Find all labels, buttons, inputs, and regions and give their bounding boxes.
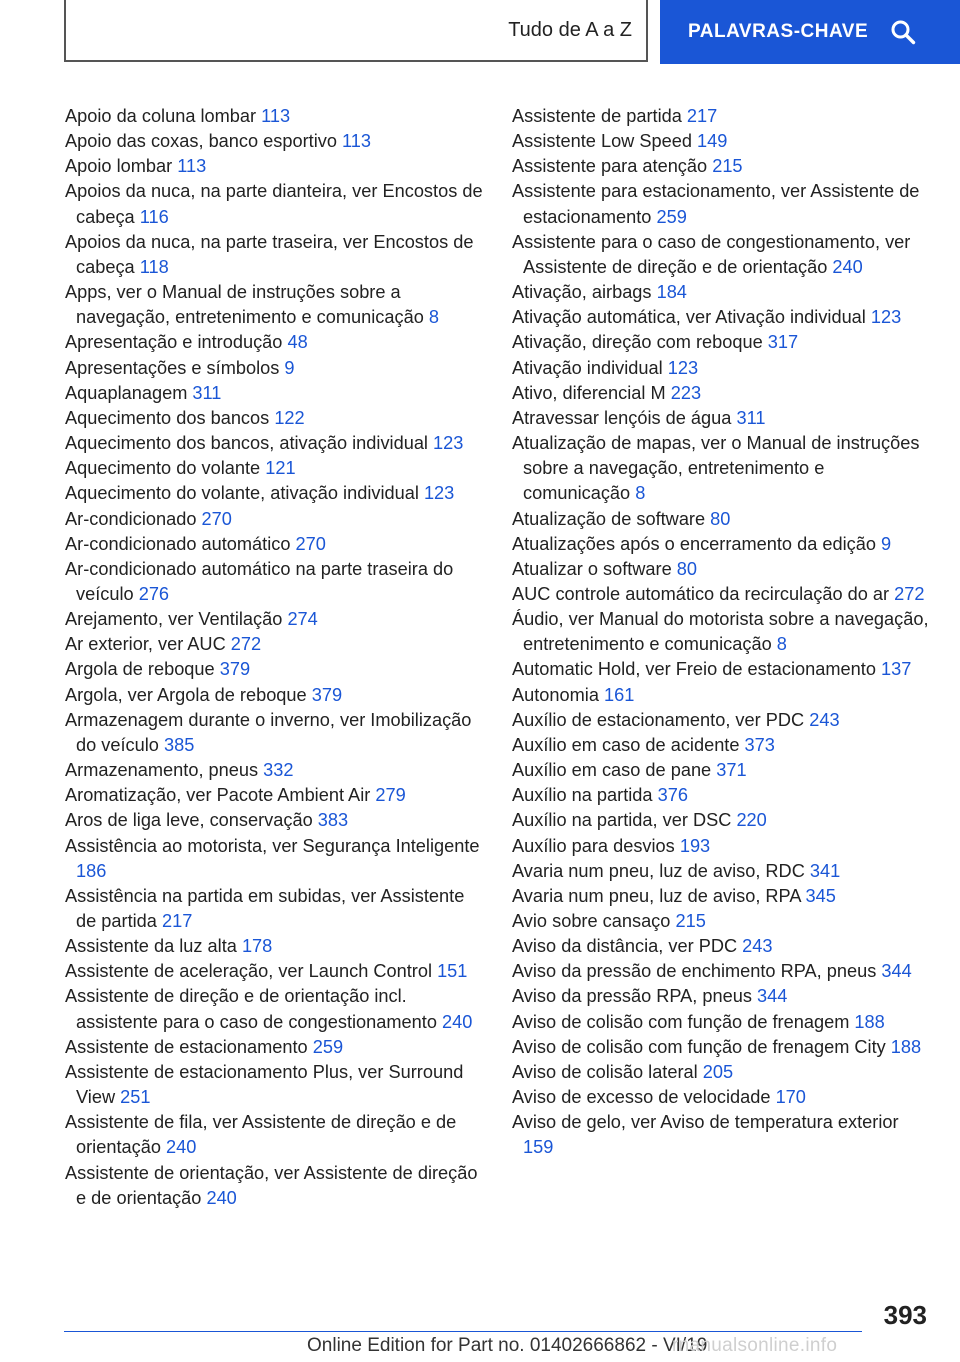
entry-text: Ar-condicionado <box>65 508 197 529</box>
page-link[interactable]: 123 <box>870 307 902 328</box>
index-entry <box>512 230 932 280</box>
page-link[interactable]: 8 <box>776 634 787 655</box>
index-entry <box>512 909 932 934</box>
index-entry <box>65 1161 485 1211</box>
entry-text: Atualizações após o encerramento da edição <box>512 533 876 554</box>
index-entry <box>65 104 485 129</box>
page-link[interactable]: 272 <box>230 634 262 655</box>
entry-text: Arejamento, ver Ventilação <box>65 609 283 630</box>
page-link[interactable]: 220 <box>736 810 767 831</box>
page-link[interactable]: 376 <box>657 785 688 806</box>
entry-text: Ar exterior, ver AUC <box>65 634 226 655</box>
index-entry <box>65 683 485 708</box>
index-entry <box>512 582 932 607</box>
entry-text: Ativação, airbags <box>512 282 652 303</box>
page-link[interactable]: 193 <box>679 835 711 856</box>
index-entry <box>512 984 932 1009</box>
index-entry <box>65 406 485 431</box>
page-link[interactable]: 118 <box>139 256 169 277</box>
index-entry <box>65 154 485 179</box>
entry-text: Assistente de orientação, ver Assistente de direção e de orientação <box>65 1162 478 1208</box>
page-link[interactable]: 276 <box>138 583 170 604</box>
index-entry <box>65 632 485 657</box>
page-link[interactable]: 270 <box>295 533 326 554</box>
page-link[interactable]: 240 <box>206 1187 237 1208</box>
page-number: 393 <box>883 1300 927 1330</box>
index-entry <box>65 1060 485 1110</box>
page-link[interactable]: 149 <box>697 131 728 152</box>
index-entry <box>512 783 932 808</box>
index-entry <box>512 657 932 682</box>
index-entry <box>65 834 485 884</box>
page-link[interactable]: 345 <box>805 885 836 906</box>
entry-text: Assistente para o caso de congestionamento, ver Assistente de direção e de orientação <box>512 231 911 277</box>
entry-text: Aquecimento dos bancos <box>65 407 270 428</box>
index-entry <box>65 607 485 632</box>
search-icon <box>890 19 916 45</box>
entry-text: Aviso da distância, ver PDC <box>512 936 738 957</box>
entry-text: Auxílio em caso de acidente <box>512 734 740 755</box>
entry-text: Assistente de partida <box>512 106 682 126</box>
page-link[interactable]: 113 <box>177 156 207 177</box>
entry-text: Assistente de estacionamento Plus, ver Surround View <box>65 1061 464 1108</box>
page-link[interactable]: 159 <box>523 1137 554 1158</box>
index-entry <box>512 305 932 330</box>
index-column-right <box>512 104 932 1161</box>
page-link[interactable]: 240 <box>832 256 863 277</box>
index-entry <box>65 657 485 682</box>
entry-text: Apoio lombar <box>65 156 173 177</box>
index-entry <box>512 280 932 305</box>
entry-text: Aromatização, ver Pacote Ambient Air <box>65 785 371 806</box>
page-link[interactable]: 188 <box>854 1011 885 1032</box>
page-link[interactable]: 48 <box>287 332 308 353</box>
entry-text: Atualização de mapas, ver o Manual de instruções sobre a navegação, entretenimento e comunicação <box>512 433 920 504</box>
entry-text: Ar-condicionado automático na parte traseira do veículo <box>65 558 454 604</box>
entry-text: Armazenamento, pneus <box>65 760 259 781</box>
index-entry <box>65 330 485 355</box>
entry-text: Automatic Hold, ver Freio de estacionamento <box>512 659 876 680</box>
entry-text: Ativo, diferencial M <box>512 382 666 403</box>
page-link[interactable]: 240 <box>442 1011 473 1032</box>
index-entry <box>65 481 485 506</box>
page-link[interactable]: 215 <box>712 156 743 177</box>
page-link[interactable]: 161 <box>604 684 635 705</box>
page-link[interactable]: 270 <box>201 508 232 529</box>
entry-text: Avaria num pneu, luz de aviso, RPA <box>512 885 801 906</box>
page-link[interactable]: 240 <box>166 1137 197 1158</box>
entry-text: Auxílio para desvios <box>512 835 675 856</box>
index-entry <box>65 230 485 280</box>
index-entry <box>512 959 932 984</box>
page-link[interactable]: 317 <box>767 332 799 353</box>
page-link[interactable]: 80 <box>710 508 731 529</box>
entry-text: Ativação, direção com reboque <box>512 332 763 353</box>
index-entry <box>65 356 485 381</box>
page-link[interactable]: 379 <box>311 684 343 705</box>
page-link[interactable]: 8 <box>635 483 646 504</box>
entry-text: Aviso de colisão com função de frenagem <box>512 1011 850 1032</box>
index-entry <box>512 1110 932 1160</box>
entry-text: Ativação automática, ver Ativação individual <box>512 307 866 328</box>
entry-text: Assistente para atenção <box>512 156 708 177</box>
index-entry <box>512 884 932 909</box>
page-link[interactable]: 116 <box>139 206 169 227</box>
index-entry <box>512 129 932 154</box>
page-link[interactable]: 80 <box>676 558 698 579</box>
entry-text: Autonomia <box>512 684 599 705</box>
page-link[interactable]: 8 <box>428 307 439 328</box>
index-entry <box>65 1110 485 1160</box>
page-link[interactable]: 379 <box>219 659 251 680</box>
entry-text: Aviso de gelo, ver Aviso de temperatura exterior <box>512 1112 899 1133</box>
index-entry <box>512 330 932 355</box>
index-entry <box>512 834 932 859</box>
tab-keywords-label: PALAVRAS-CHAVE <box>688 21 869 42</box>
index-entry <box>512 934 932 959</box>
entry-text: Aviso de colisão lateral <box>512 1061 698 1082</box>
index-entry <box>512 104 932 129</box>
page-link[interactable]: 243 <box>742 936 773 957</box>
index-entry <box>65 934 485 959</box>
page-link[interactable]: 178 <box>241 936 273 957</box>
entry-text: Apresentações e símbolos <box>65 357 280 378</box>
index-entry <box>512 758 932 783</box>
page-link[interactable]: 205 <box>702 1061 734 1082</box>
index-entry <box>65 381 485 406</box>
page-link[interactable]: 122 <box>274 407 305 428</box>
index-entry <box>512 557 932 582</box>
entry-text: Avio sobre cansaço <box>512 911 671 931</box>
entry-text: Assistente de direção e de orientação incl. assistente para o caso de congestionamento <box>65 986 437 1032</box>
index-entry <box>512 1060 932 1085</box>
entry-text: Aviso de colisão com função de frenagem City <box>512 1036 886 1057</box>
entry-text: Atualização de software <box>512 508 706 529</box>
page-link[interactable]: 344 <box>881 961 912 982</box>
page-link[interactable]: 311 <box>192 382 222 403</box>
index-entry <box>65 783 485 808</box>
index-entry <box>65 884 485 934</box>
entry-text: Atravessar lençóis de água <box>512 407 732 428</box>
entry-text: Aquecimento dos bancos, ativação individual <box>65 433 428 454</box>
page-link[interactable]: 217 <box>686 106 718 126</box>
index-entry <box>512 507 932 532</box>
index-entry <box>65 507 485 532</box>
tab-keywords[interactable] <box>660 0 960 64</box>
entry-text: Assistente da luz alta <box>65 936 237 957</box>
entry-text: Áudio, ver Manual do motorista sobre a navegação, entretenimento e comunicação <box>512 609 929 655</box>
index-entry <box>65 129 485 154</box>
page-link[interactable]: 259 <box>312 1036 344 1057</box>
index-entry <box>512 607 932 657</box>
index-entry <box>65 959 485 984</box>
entry-text: Aviso de excesso de velocidade <box>512 1087 771 1108</box>
index-entry <box>65 431 485 456</box>
index-column-left <box>65 104 485 1211</box>
page-link[interactable]: 311 <box>736 407 766 428</box>
entry-text: Auxílio em caso de pane <box>512 760 712 781</box>
page-link[interactable]: 121 <box>265 458 296 479</box>
page-link[interactable]: 341 <box>809 860 841 881</box>
page-link[interactable]: 385 <box>163 734 195 755</box>
page-link[interactable]: 223 <box>670 382 702 403</box>
entry-text: Auxílio de estacionamento, ver PDC <box>512 709 805 730</box>
entry-text: Apoio das coxas, banco esportivo <box>65 131 337 152</box>
entry-text: Aviso da pressão de enchimento RPA, pneus <box>512 961 877 982</box>
page-link[interactable]: 123 <box>433 433 464 454</box>
index-entry <box>65 280 485 330</box>
watermark: rnanualsonline.info <box>672 1335 838 1356</box>
top-navigation <box>0 0 960 66</box>
page-link[interactable]: 184 <box>656 282 687 303</box>
entry-text: Assistente de aceleração, ver Launch Control <box>65 961 432 982</box>
entry-text: Assistência ao motorista, ver Segurança Inteligente <box>65 835 480 856</box>
page-link[interactable]: 9 <box>284 357 295 378</box>
index-entry <box>65 808 485 833</box>
entry-text: Apps, ver o Manual de instruções sobre a navegação, entretenimento e comunicação <box>65 282 424 328</box>
index-entry <box>512 179 932 229</box>
index-entry <box>512 808 932 833</box>
entry-text: Apresentação e introdução <box>65 332 283 353</box>
index-entry <box>65 532 485 557</box>
page-link[interactable]: 113 <box>261 106 291 126</box>
entry-text: Assistente Low Speed <box>512 131 692 152</box>
entry-text: Ar-condicionado automático <box>65 533 291 554</box>
page-link[interactable]: 217 <box>161 911 193 931</box>
entry-text: Avaria num pneu, luz de aviso, RDC <box>512 860 805 881</box>
entry-text: Aquecimento do volante, ativação individual <box>65 483 419 504</box>
page-link[interactable]: 274 <box>287 609 318 630</box>
entry-text: Assistência na partida em subidas, ver Assistente de partida <box>65 885 465 931</box>
page-link[interactable]: 215 <box>675 911 706 931</box>
index-entry <box>512 356 932 381</box>
entry-text: Assistente para estacionamento, ver Assistente de estacionamento <box>512 181 920 227</box>
tab-index-label: Tudo de A a Z <box>508 18 632 41</box>
page-link[interactable]: 344 <box>757 986 788 1007</box>
index-entry <box>512 431 932 506</box>
entry-text: Auxílio na partida, ver DSC <box>512 810 732 831</box>
entry-text: Apoios da nuca, na parte dianteira, ver Encostos de cabeça <box>65 181 483 227</box>
entry-text: Auxílio na partida <box>512 785 653 806</box>
entry-text: Assistente de fila, ver Assistente de direção e de orientação <box>65 1112 457 1158</box>
page-link[interactable]: 279 <box>375 785 406 806</box>
page-link[interactable]: 332 <box>263 760 294 781</box>
index-entry <box>512 708 932 733</box>
page-link[interactable]: 123 <box>667 357 699 378</box>
index-entry <box>65 708 485 758</box>
page-link[interactable]: 188 <box>890 1036 922 1057</box>
index-entry <box>512 381 932 406</box>
index-entry <box>512 154 932 179</box>
entry-text: Assistente de estacionamento <box>65 1036 308 1057</box>
page-link[interactable]: 113 <box>342 131 372 152</box>
index-entry <box>512 859 932 884</box>
page-link[interactable]: 243 <box>809 709 840 730</box>
page-link[interactable]: 251 <box>120 1087 151 1108</box>
page-link[interactable]: 259 <box>656 206 687 227</box>
entry-text: Ativação individual <box>512 357 663 378</box>
page-link[interactable]: 373 <box>744 734 775 755</box>
entry-text: Argola de reboque <box>65 659 215 680</box>
entry-text: Aquecimento do volante <box>65 458 261 479</box>
page-link[interactable]: 170 <box>775 1087 806 1108</box>
page-link[interactable]: 383 <box>317 810 349 831</box>
footer-divider <box>64 1331 862 1332</box>
entry-text: Argola, ver Argola de reboque <box>65 684 307 705</box>
index-entry <box>512 1010 932 1035</box>
entry-text: Armazenagem durante o inverno, ver Imobilização do veículo <box>65 709 472 755</box>
index-entry <box>65 984 485 1034</box>
page-link[interactable]: 186 <box>76 860 107 881</box>
index-entry <box>65 179 485 229</box>
entry-text: Atualizar o software <box>512 558 672 579</box>
page-link[interactable]: 151 <box>437 961 468 982</box>
page-link[interactable]: 123 <box>423 483 455 504</box>
entry-text: AUC controle automático da recirculação do ar <box>512 583 890 604</box>
tab-index-a-z[interactable] <box>64 0 648 62</box>
entry-text: Aros de liga leve, conservação <box>65 810 313 831</box>
index-entry <box>65 1035 485 1060</box>
index-entry <box>512 1035 932 1060</box>
index-entry <box>65 557 485 607</box>
footer-edition: Online Edition for Part no. 01402666862 - VI/19 <box>307 1335 708 1356</box>
index-entry <box>512 532 932 557</box>
page-link[interactable]: 272 <box>894 583 925 604</box>
index-entry <box>512 733 932 758</box>
page-link[interactable]: 9 <box>881 533 892 554</box>
entry-text: Aquaplanagem <box>65 382 188 403</box>
entry-text: Aviso da pressão RPA, pneus <box>512 986 752 1007</box>
entry-text: Apoio da coluna lombar <box>65 106 257 126</box>
page-link[interactable]: 371 <box>716 760 747 781</box>
index-entry <box>512 683 932 708</box>
index-entry <box>65 456 485 481</box>
page-link[interactable]: 137 <box>881 659 912 680</box>
index-entry <box>65 758 485 783</box>
entry-text: Apoios da nuca, na parte traseira, ver Encostos de cabeça <box>65 231 474 277</box>
index-entry <box>512 1085 932 1110</box>
index-entry <box>512 406 932 431</box>
